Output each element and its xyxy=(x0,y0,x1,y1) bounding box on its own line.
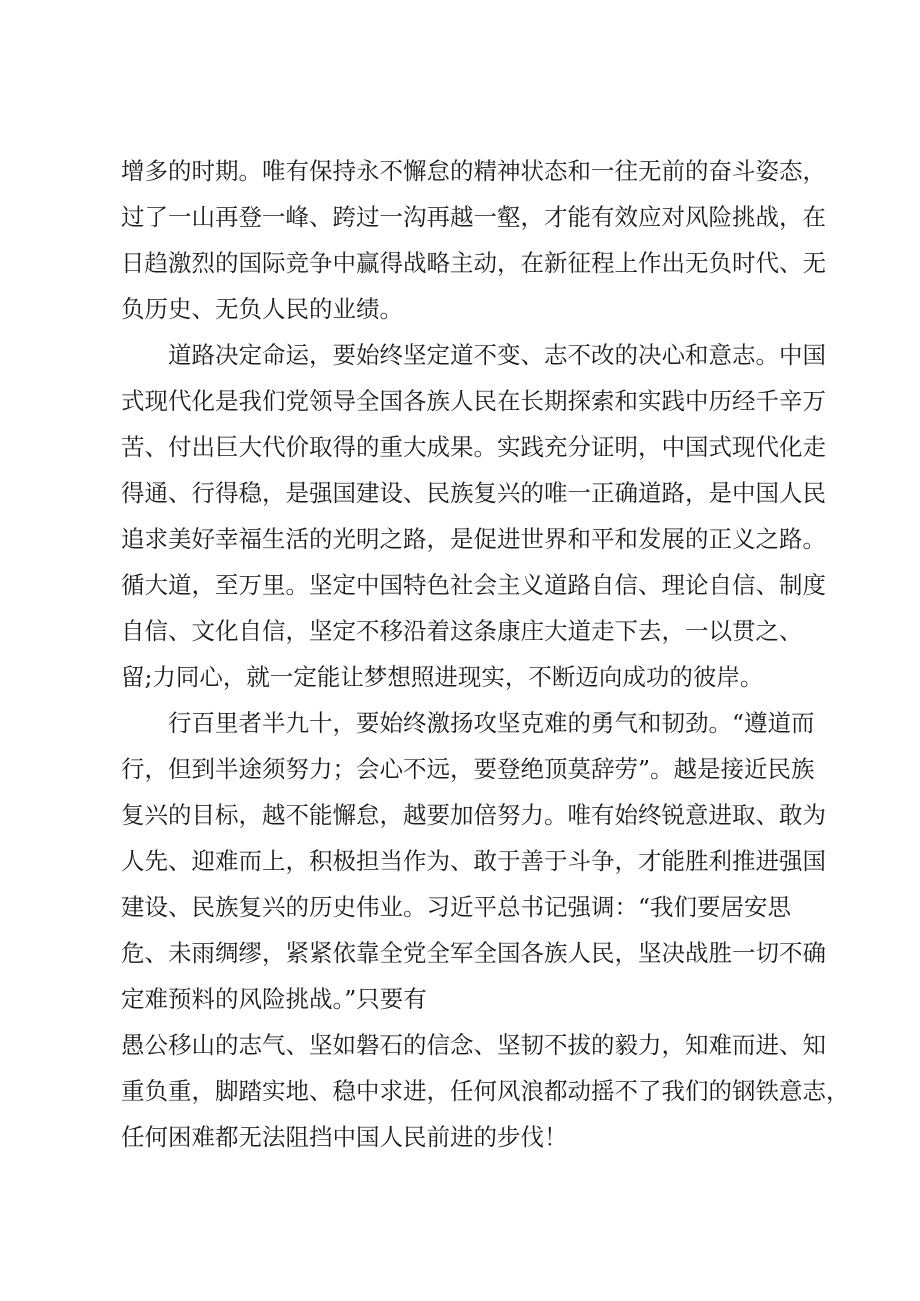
text-line: 行，但到半途须努力；会心不远，要登绝顶莫辞劳”。越是接近民族 xyxy=(121,755,815,783)
text-line: 日趋激烈的国际竞争中赢得战略主动，在新征程上作出无负时代、无 xyxy=(121,249,826,277)
text-line: 重负重，脚踏实地、稳中求进，任何风浪都动摇不了我们的钢铁意志， xyxy=(121,1077,850,1105)
text-line: 负历史、无负人民的业绩。 xyxy=(121,295,403,323)
text-line: 增多的时期。唯有保持永不懈怠的精神状态和一往无前的奋斗姿态， xyxy=(121,157,826,185)
text-line: 愚公移山的志气、坚如磐石的信念、坚韧不拔的毅力，知难而进、知 xyxy=(121,1031,826,1059)
text-line: 过了一山再登一峰、跨过一沟再越一壑，才能有效应对风险挑战，在 xyxy=(121,203,826,231)
text-line: 追求美好幸福生活的光明之路，是促进世界和平和发展的正义之路。 xyxy=(121,525,826,553)
text-line: 循大道，至万里。坚定中国特色社会主义道路自信、理论自信、制度 xyxy=(121,571,826,599)
text-line: 复兴的目标，越不能懈怠，越要加倍努力。唯有始终锐意进取、敢为 xyxy=(121,801,826,829)
text-line: 任何困难都无法阻挡中国人民前进的步伐！ xyxy=(121,1123,568,1151)
paragraph-start-line: 道路决定命运，要始终坚定道不变、志不改的决心和意志。中国 xyxy=(168,341,826,369)
text-line: 得通、行得稳，是强国建设、民族复兴的唯一正确道路，是中国人民 xyxy=(121,479,826,507)
text-line: 建设、民族复兴的历史伟业。习近平总书记强调：“我们要居安思 xyxy=(121,893,792,921)
text-line: 危、未雨绸缪，紧紧依靠全党全军全国各族人民，坚决战胜一切不确 xyxy=(121,939,826,967)
text-line: 人先、迎难而上，积极担当作为、敢于善于斗争，才能胜利推进强国 xyxy=(121,847,826,875)
text-line: 留;力同心，就一定能让梦想照进现实，不断迈向成功的彼岸。 xyxy=(121,663,764,691)
paragraph-start-line: 行百里者半九十，要始终激扬攻坚克难的勇气和韧劲。“遵道而 xyxy=(168,709,815,737)
body-text xyxy=(121,148,850,1160)
text-line: 定难预料的风险挑战。”只要有 xyxy=(121,985,427,1013)
text-line: 苦、付出巨大代价取得的重大成果。实践充分证明，中国式现代化走 xyxy=(121,433,826,461)
text-line: 式现代化是我们党领导全国各族人民在长期探索和实践中历经千辛万 xyxy=(121,387,826,415)
text-line: 自信、文化自信，坚定不移沿着这条康庄大道走下去，一以贯之、 xyxy=(121,617,803,645)
